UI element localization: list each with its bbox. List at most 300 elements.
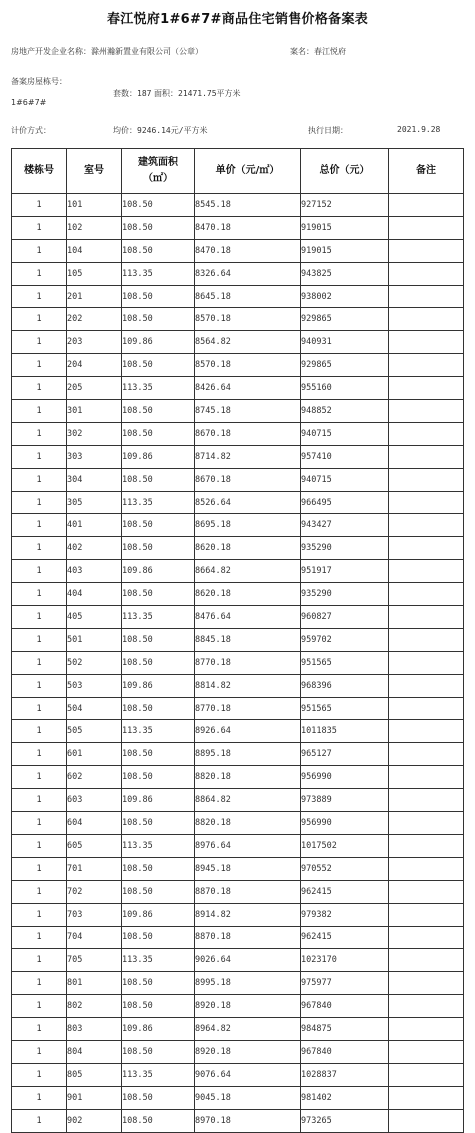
cell-remark — [389, 445, 464, 468]
cell-remark — [389, 354, 464, 377]
cell-area: 108.50 — [122, 766, 195, 789]
cell-building: 1 — [12, 354, 67, 377]
cell-building: 1 — [12, 331, 67, 354]
cell-area: 113.35 — [122, 491, 195, 514]
cell-area: 108.50 — [122, 583, 195, 606]
cell-building: 1 — [12, 766, 67, 789]
cell-unit-price: 8526.64 — [195, 491, 301, 514]
header-unit-price: 单价（元/㎡） — [195, 149, 301, 194]
cell-remark — [389, 239, 464, 262]
pricing-method-label: 计价方式： — [11, 126, 51, 135]
cell-area: 109.86 — [122, 1018, 195, 1041]
cell-unit-price: 8914.82 — [195, 903, 301, 926]
building-label: 备案房屋栋号： — [11, 77, 67, 86]
cell-building: 1 — [12, 285, 67, 308]
developer-info — [11, 46, 203, 57]
cell-total-price: 957410 — [301, 445, 389, 468]
cell-area: 113.35 — [122, 834, 195, 857]
cell-building: 1 — [12, 1063, 67, 1086]
table-row — [12, 354, 464, 377]
cell-area: 108.50 — [122, 194, 195, 217]
project-value: 春江悦府 — [314, 47, 346, 56]
cell-room: 101 — [67, 194, 122, 217]
cell-room: 305 — [67, 491, 122, 514]
units-label: 套数： — [113, 89, 137, 98]
cell-unit-price: 8570.18 — [195, 308, 301, 331]
table-row — [12, 1086, 464, 1109]
cell-area: 108.50 — [122, 422, 195, 445]
table-row — [12, 697, 464, 720]
cell-area: 113.35 — [122, 949, 195, 972]
cell-building: 1 — [12, 651, 67, 674]
table-row — [12, 216, 464, 239]
cell-remark — [389, 926, 464, 949]
header-area-line2: （㎡） — [143, 173, 173, 184]
cell-remark — [389, 903, 464, 926]
cell-unit-price: 8970.18 — [195, 1109, 301, 1132]
cell-unit-price: 8714.82 — [195, 445, 301, 468]
cell-total-price: 956990 — [301, 766, 389, 789]
cell-total-price: 935290 — [301, 583, 389, 606]
cell-building: 1 — [12, 1086, 67, 1109]
cell-room: 504 — [67, 697, 122, 720]
cell-remark — [389, 514, 464, 537]
cell-area: 108.50 — [122, 1040, 195, 1063]
cell-total-price: 1028837 — [301, 1063, 389, 1086]
cell-building: 1 — [12, 262, 67, 285]
table-row — [12, 400, 464, 423]
cell-total-price: 1011835 — [301, 720, 389, 743]
cell-remark — [389, 583, 464, 606]
cell-building: 1 — [12, 194, 67, 217]
execution-date-value: 2021.9.28 — [397, 125, 441, 134]
cell-unit-price: 8870.18 — [195, 926, 301, 949]
cell-area: 108.50 — [122, 857, 195, 880]
cell-remark — [389, 1018, 464, 1041]
cell-building: 1 — [12, 537, 67, 560]
cell-area: 108.50 — [122, 880, 195, 903]
cell-remark — [389, 766, 464, 789]
cell-unit-price: 8920.18 — [195, 1040, 301, 1063]
cell-unit-price: 8664.82 — [195, 560, 301, 583]
cell-room: 205 — [67, 377, 122, 400]
cell-unit-price: 8864.82 — [195, 789, 301, 812]
building-value: 1#6#7# — [11, 98, 47, 107]
cell-building: 1 — [12, 674, 67, 697]
cell-room: 503 — [67, 674, 122, 697]
execution-date-label: 执行日期： — [308, 126, 348, 135]
cell-total-price: 951565 — [301, 651, 389, 674]
cell-remark — [389, 194, 464, 217]
cell-building: 1 — [12, 926, 67, 949]
cell-remark — [389, 468, 464, 491]
table-row — [12, 262, 464, 285]
cell-unit-price: 8770.18 — [195, 697, 301, 720]
area-value: 21471.75平方米 — [178, 89, 241, 98]
price-table — [11, 148, 464, 1133]
cell-area: 109.86 — [122, 789, 195, 812]
table-row — [12, 1040, 464, 1063]
cell-remark — [389, 308, 464, 331]
cell-remark — [389, 674, 464, 697]
table-row — [12, 445, 464, 468]
cell-building: 1 — [12, 308, 67, 331]
cell-unit-price: 9045.18 — [195, 1086, 301, 1109]
cell-remark — [389, 491, 464, 514]
cell-area: 113.35 — [122, 720, 195, 743]
area-label: 面积： — [154, 89, 178, 98]
average-price-info — [113, 125, 208, 136]
cell-room: 303 — [67, 445, 122, 468]
page-title: 春江悦府1#6#7#商品住宅销售价格备案表 — [106, 12, 369, 27]
cell-area: 108.50 — [122, 537, 195, 560]
cell-building: 1 — [12, 972, 67, 995]
cell-total-price: 929865 — [301, 308, 389, 331]
table-row — [12, 789, 464, 812]
cell-unit-price: 8476.64 — [195, 606, 301, 629]
cell-area: 109.86 — [122, 331, 195, 354]
cell-total-price: 968396 — [301, 674, 389, 697]
cell-room: 502 — [67, 651, 122, 674]
cell-building: 1 — [12, 422, 67, 445]
cell-unit-price: 8620.18 — [195, 583, 301, 606]
cell-total-price: 919015 — [301, 216, 389, 239]
cell-building: 1 — [12, 903, 67, 926]
cell-total-price: 935290 — [301, 537, 389, 560]
cell-unit-price: 8470.18 — [195, 239, 301, 262]
cell-room: 405 — [67, 606, 122, 629]
cell-area: 108.50 — [122, 216, 195, 239]
table-row — [12, 857, 464, 880]
cell-remark — [389, 1040, 464, 1063]
table-row — [12, 491, 464, 514]
cell-remark — [389, 812, 464, 835]
cell-total-price: 919015 — [301, 239, 389, 262]
cell-area: 108.50 — [122, 926, 195, 949]
table-row — [12, 514, 464, 537]
cell-building: 1 — [12, 1040, 67, 1063]
average-price-value: 9246.14元/平方米 — [137, 126, 208, 135]
cell-area: 113.35 — [122, 377, 195, 400]
cell-total-price: 967840 — [301, 1040, 389, 1063]
header-room: 室号 — [67, 149, 122, 194]
cell-unit-price: 8670.18 — [195, 422, 301, 445]
cell-remark — [389, 1086, 464, 1109]
cell-building: 1 — [12, 995, 67, 1018]
cell-room: 203 — [67, 331, 122, 354]
cell-building: 1 — [12, 239, 67, 262]
table-row — [12, 628, 464, 651]
cell-total-price: 984875 — [301, 1018, 389, 1041]
cell-total-price: 940931 — [301, 331, 389, 354]
cell-building: 1 — [12, 720, 67, 743]
cell-total-price: 967840 — [301, 995, 389, 1018]
cell-remark — [389, 789, 464, 812]
cell-unit-price: 8895.18 — [195, 743, 301, 766]
cell-room: 703 — [67, 903, 122, 926]
cell-total-price: 966495 — [301, 491, 389, 514]
cell-total-price: 970552 — [301, 857, 389, 880]
table-row — [12, 766, 464, 789]
table-row — [12, 537, 464, 560]
cell-room: 202 — [67, 308, 122, 331]
cell-room: 803 — [67, 1018, 122, 1041]
table-row — [12, 812, 464, 835]
cell-building: 1 — [12, 377, 67, 400]
cell-remark — [389, 857, 464, 880]
cell-room: 102 — [67, 216, 122, 239]
cell-area: 109.86 — [122, 674, 195, 697]
cell-unit-price: 8976.64 — [195, 834, 301, 857]
cell-area: 108.50 — [122, 285, 195, 308]
cell-area: 108.50 — [122, 1086, 195, 1109]
cell-unit-price: 9026.64 — [195, 949, 301, 972]
header-total-price: 总价（元） — [301, 149, 389, 194]
cell-total-price: 1023170 — [301, 949, 389, 972]
table-row — [12, 1063, 464, 1086]
cell-total-price: 929865 — [301, 354, 389, 377]
table-row — [12, 377, 464, 400]
cell-area: 108.50 — [122, 651, 195, 674]
cell-remark — [389, 834, 464, 857]
cell-total-price: 975977 — [301, 972, 389, 995]
units-area-info — [113, 88, 241, 99]
table-row — [12, 1018, 464, 1041]
table-row — [12, 331, 464, 354]
cell-area: 108.50 — [122, 354, 195, 377]
table-row — [12, 651, 464, 674]
cell-remark — [389, 377, 464, 400]
cell-unit-price: 8426.64 — [195, 377, 301, 400]
cell-room: 702 — [67, 880, 122, 903]
cell-building: 1 — [12, 880, 67, 903]
cell-building: 1 — [12, 216, 67, 239]
cell-total-price: 973265 — [301, 1109, 389, 1132]
cell-unit-price: 8820.18 — [195, 766, 301, 789]
cell-room: 802 — [67, 995, 122, 1018]
cell-remark — [389, 743, 464, 766]
table-body — [12, 194, 464, 1133]
cell-room: 601 — [67, 743, 122, 766]
cell-remark — [389, 1063, 464, 1086]
cell-building: 1 — [12, 789, 67, 812]
table-row — [12, 308, 464, 331]
cell-total-price: 956990 — [301, 812, 389, 835]
cell-unit-price: 8620.18 — [195, 537, 301, 560]
cell-area: 108.50 — [122, 1109, 195, 1132]
cell-remark — [389, 285, 464, 308]
cell-unit-price: 8820.18 — [195, 812, 301, 835]
cell-building: 1 — [12, 1018, 67, 1041]
cell-remark — [389, 262, 464, 285]
cell-room: 505 — [67, 720, 122, 743]
cell-total-price: 948852 — [301, 400, 389, 423]
cell-remark — [389, 216, 464, 239]
table-row — [12, 285, 464, 308]
cell-area: 113.35 — [122, 1063, 195, 1086]
developer-value: 滁州瀚新置业有限公司（公章） — [91, 47, 203, 56]
cell-building: 1 — [12, 491, 67, 514]
cell-area: 108.50 — [122, 743, 195, 766]
table-row — [12, 583, 464, 606]
project-info — [290, 46, 346, 57]
cell-room: 605 — [67, 834, 122, 857]
cell-total-price: 981402 — [301, 1086, 389, 1109]
cell-unit-price: 8326.64 — [195, 262, 301, 285]
cell-building: 1 — [12, 445, 67, 468]
cell-room: 304 — [67, 468, 122, 491]
cell-room: 301 — [67, 400, 122, 423]
cell-building: 1 — [12, 834, 67, 857]
cell-area: 108.50 — [122, 468, 195, 491]
developer-label: 房地产开发企业名称： — [11, 47, 91, 56]
cell-remark — [389, 880, 464, 903]
cell-unit-price: 8645.18 — [195, 285, 301, 308]
cell-unit-price: 8870.18 — [195, 880, 301, 903]
cell-unit-price: 8845.18 — [195, 628, 301, 651]
cell-total-price: 965127 — [301, 743, 389, 766]
cell-building: 1 — [12, 606, 67, 629]
table-row — [12, 606, 464, 629]
cell-remark — [389, 400, 464, 423]
cell-area: 109.86 — [122, 445, 195, 468]
cell-remark — [389, 560, 464, 583]
cell-unit-price: 8770.18 — [195, 651, 301, 674]
cell-building: 1 — [12, 812, 67, 835]
cell-total-price: 927152 — [301, 194, 389, 217]
cell-total-price: 973889 — [301, 789, 389, 812]
cell-room: 604 — [67, 812, 122, 835]
cell-remark — [389, 972, 464, 995]
table-row — [12, 880, 464, 903]
cell-building: 1 — [12, 857, 67, 880]
cell-unit-price: 8564.82 — [195, 331, 301, 354]
cell-remark — [389, 651, 464, 674]
cell-total-price: 940715 — [301, 422, 389, 445]
cell-unit-price: 8745.18 — [195, 400, 301, 423]
cell-room: 902 — [67, 1109, 122, 1132]
cell-room: 105 — [67, 262, 122, 285]
cell-unit-price: 8814.82 — [195, 674, 301, 697]
table-row — [12, 903, 464, 926]
cell-total-price: 940715 — [301, 468, 389, 491]
cell-room: 404 — [67, 583, 122, 606]
cell-building: 1 — [12, 949, 67, 972]
cell-remark — [389, 331, 464, 354]
cell-unit-price: 8964.82 — [195, 1018, 301, 1041]
cell-remark — [389, 720, 464, 743]
cell-remark — [389, 422, 464, 445]
table-row — [12, 949, 464, 972]
table-header-row — [12, 149, 464, 194]
cell-area: 108.50 — [122, 628, 195, 651]
header-area-line1: 建筑面积 — [138, 157, 178, 168]
table-row — [12, 743, 464, 766]
header-building: 楼栋号 — [12, 149, 67, 194]
cell-building: 1 — [12, 560, 67, 583]
cell-total-price: 943427 — [301, 514, 389, 537]
cell-building: 1 — [12, 1109, 67, 1132]
table-row — [12, 972, 464, 995]
table-row — [12, 995, 464, 1018]
cell-building: 1 — [12, 628, 67, 651]
cell-building: 1 — [12, 514, 67, 537]
cell-area: 109.86 — [122, 560, 195, 583]
cell-remark — [389, 949, 464, 972]
cell-area: 108.50 — [122, 400, 195, 423]
cell-room: 104 — [67, 239, 122, 262]
cell-unit-price: 8470.18 — [195, 216, 301, 239]
cell-unit-price: 8945.18 — [195, 857, 301, 880]
cell-area: 108.50 — [122, 995, 195, 1018]
cell-total-price: 955160 — [301, 377, 389, 400]
cell-building: 1 — [12, 468, 67, 491]
cell-room: 602 — [67, 766, 122, 789]
cell-total-price: 943825 — [301, 262, 389, 285]
units-value: 187 — [137, 89, 152, 98]
cell-room: 204 — [67, 354, 122, 377]
table-row — [12, 674, 464, 697]
cell-room: 403 — [67, 560, 122, 583]
cell-total-price: 938002 — [301, 285, 389, 308]
table-row — [12, 560, 464, 583]
cell-total-price: 1017502 — [301, 834, 389, 857]
cell-unit-price: 8670.18 — [195, 468, 301, 491]
table-row — [12, 926, 464, 949]
cell-room: 705 — [67, 949, 122, 972]
table-row — [12, 422, 464, 445]
cell-unit-price: 8695.18 — [195, 514, 301, 537]
cell-room: 201 — [67, 285, 122, 308]
cell-room: 401 — [67, 514, 122, 537]
header-remark: 备注 — [389, 149, 464, 194]
cell-remark — [389, 995, 464, 1018]
cell-building: 1 — [12, 743, 67, 766]
cell-room: 804 — [67, 1040, 122, 1063]
cell-total-price: 979382 — [301, 903, 389, 926]
cell-room: 402 — [67, 537, 122, 560]
cell-remark — [389, 628, 464, 651]
cell-area: 113.35 — [122, 606, 195, 629]
cell-area: 108.50 — [122, 308, 195, 331]
cell-area: 113.35 — [122, 262, 195, 285]
cell-unit-price: 8545.18 — [195, 194, 301, 217]
cell-building: 1 — [12, 697, 67, 720]
cell-total-price: 962415 — [301, 926, 389, 949]
cell-total-price: 951565 — [301, 697, 389, 720]
cell-building: 1 — [12, 400, 67, 423]
cell-area: 108.50 — [122, 239, 195, 262]
table-row — [12, 720, 464, 743]
cell-total-price: 962415 — [301, 880, 389, 903]
cell-room: 302 — [67, 422, 122, 445]
cell-remark — [389, 697, 464, 720]
cell-room: 603 — [67, 789, 122, 812]
cell-total-price: 951917 — [301, 560, 389, 583]
cell-room: 501 — [67, 628, 122, 651]
cell-unit-price: 9076.64 — [195, 1063, 301, 1086]
table-row — [12, 194, 464, 217]
cell-unit-price: 8920.18 — [195, 995, 301, 1018]
cell-total-price: 960827 — [301, 606, 389, 629]
cell-remark — [389, 1109, 464, 1132]
cell-building: 1 — [12, 583, 67, 606]
cell-area: 108.50 — [122, 514, 195, 537]
cell-area: 108.50 — [122, 812, 195, 835]
cell-unit-price: 8926.64 — [195, 720, 301, 743]
table-row — [12, 834, 464, 857]
cell-room: 901 — [67, 1086, 122, 1109]
